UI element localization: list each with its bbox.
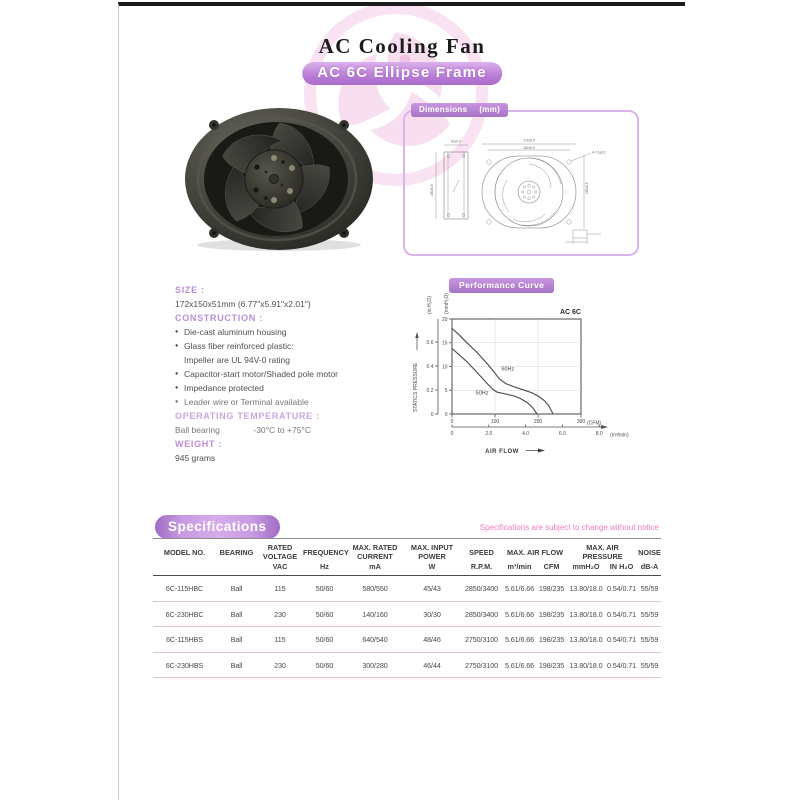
- product-specs-text: [175, 283, 417, 465]
- y-axis-title: STATICS PRESSURE: [413, 362, 419, 412]
- table-row: [153, 627, 661, 653]
- col-pressure: MAX. AIR PRESSURE: [582, 543, 623, 562]
- dimensions-banner-unit: (mm): [479, 105, 501, 114]
- table-cell: 55/59: [638, 627, 661, 653]
- size-heading: SIZE :: [175, 285, 205, 295]
- table-cell: 55/59: [638, 601, 661, 627]
- temperature-range: -30°C to +75°C: [253, 425, 311, 435]
- cfm-tick-label: 200: [533, 419, 543, 425]
- col-noise: NOISE: [638, 547, 661, 557]
- table-row: [153, 652, 661, 678]
- table-cell: 50/60: [303, 576, 346, 602]
- table-cell: Ball: [216, 652, 257, 678]
- dim-label: 150±0.5: [585, 182, 589, 194]
- inh2o-tick-label: 0.4: [426, 363, 434, 370]
- table-cell: Ball: [216, 601, 257, 627]
- table-cell: 6C-230HBC: [153, 601, 216, 627]
- construction-item: Impeller are UL 94V-0 rating: [184, 355, 290, 365]
- table-cell: 46/44: [404, 652, 460, 678]
- cfm-tick-label: 0: [450, 419, 454, 425]
- unit-cell: mmH₂O: [567, 561, 605, 576]
- m3min-tick-label: 4.0: [522, 431, 530, 437]
- mmh2o-tick-label: 20: [441, 316, 448, 323]
- header-group-row: [153, 539, 661, 562]
- table-cell: 230: [257, 601, 303, 627]
- col-voltage: RATED VOLTAGE: [262, 543, 298, 562]
- table-cell: 2750/3100: [460, 652, 503, 678]
- dimensions-banner: [411, 103, 508, 117]
- inh2o-tick-label: 0: [430, 411, 434, 418]
- weight-value: 945 grams: [175, 453, 216, 463]
- table-cell: 45/43: [404, 576, 460, 602]
- table-cell: 640/540: [346, 627, 404, 653]
- table-cell: 50/60: [303, 601, 346, 627]
- table-cell: 0.54/0.71: [605, 627, 638, 653]
- table-header: [153, 539, 661, 576]
- dim-label: 172±0.5: [523, 138, 535, 143]
- table-cell: Ball: [216, 576, 257, 602]
- construction-list: [175, 325, 417, 409]
- table-cell: 13.80/18.0: [567, 652, 605, 678]
- chart-model-label: AC 6C: [559, 309, 581, 316]
- table-cell: 6C-230HBS: [153, 652, 216, 678]
- table-row: [153, 601, 661, 627]
- table-cell: 198/235: [536, 652, 567, 678]
- bearing-type: Ball bearing: [175, 425, 220, 435]
- dimensions-banner-label: Dimensions: [419, 105, 468, 114]
- unit-cell: CFM: [536, 561, 567, 576]
- table-cell: 580/550: [346, 576, 404, 602]
- table-cell: 115: [257, 576, 303, 602]
- table-cell: 5.61/6.66: [503, 601, 536, 627]
- unit-cell: VAC: [257, 561, 303, 576]
- table-cell: 6C-115HBS: [153, 627, 216, 653]
- dim-label: 51±0.5: [451, 139, 461, 144]
- size-value: 172x150x51mm (6.77"x5.91"x2.01"): [175, 299, 311, 309]
- mmh2o-unit-label: (mmH₂O): [444, 292, 450, 314]
- series-badge: AC 6C Ellipse Frame: [302, 62, 502, 85]
- page-title: AC Cooling Fan: [318, 34, 486, 58]
- table-cell: 50/60: [303, 652, 346, 678]
- inh2o-tick-label: 0.2: [426, 387, 434, 394]
- table-cell: 140/160: [346, 601, 404, 627]
- dimensions-box: [403, 110, 639, 256]
- table-cell: 55/59: [638, 576, 661, 602]
- m3min-tick-label: 6.0: [558, 431, 566, 437]
- col-airflow: MAX. AIR FLOW: [506, 547, 564, 557]
- construction-item: ● Die-cast aluminum housing: [175, 327, 287, 337]
- mmh2o-tick-label: 0: [444, 411, 448, 418]
- cfm-unit-label: (CFM): [587, 420, 602, 427]
- table-cell: 13.80/18.0: [567, 601, 605, 627]
- col-current: MAX. RATED CURRENT: [352, 543, 398, 562]
- header-units-row: [153, 561, 661, 576]
- table-cell: Ball: [216, 627, 257, 653]
- weight-heading: WEIGHT :: [175, 439, 223, 449]
- mmh2o-tick-label: 15: [441, 340, 448, 347]
- mmh2o-tick-label: 5: [444, 388, 448, 395]
- unit-cell: [153, 561, 216, 576]
- construction-item: ● Leader wire or Terminal available: [175, 397, 309, 407]
- col-power: MAX. INPUT POWER: [410, 543, 454, 562]
- mmh2o-tick-label: 10: [441, 364, 448, 371]
- dim-label: 4-7.2±0.2: [592, 150, 606, 155]
- unit-cell: [216, 561, 257, 576]
- unit-cell: Hz: [303, 561, 346, 576]
- table-row: [153, 576, 661, 602]
- dim-label: 162±0.5: [523, 145, 535, 150]
- table-cell: 300/280: [346, 652, 404, 678]
- curve-name-label: 60Hz: [501, 366, 515, 373]
- table-cell: 2850/3400: [460, 601, 503, 627]
- table-cell: 5.61/6.66: [503, 652, 536, 678]
- col-speed: SPEED: [469, 547, 494, 557]
- performance-curve-chart: [404, 272, 644, 468]
- performance-curve-banner: Performance Curve: [449, 278, 554, 293]
- curve-name-label: 50Hz: [475, 390, 489, 397]
- table-cell: 0.54/0.71: [605, 601, 638, 627]
- construction-heading: CONSTRUCTION :: [175, 313, 263, 323]
- spec-table-body: [153, 576, 661, 678]
- dim-label: 150±0.5: [430, 184, 434, 196]
- table-cell: 30/30: [404, 601, 460, 627]
- col-bearing: BEARING: [219, 547, 254, 557]
- table-cell: 115: [257, 627, 303, 653]
- table-cell: 198/235: [536, 627, 567, 653]
- construction-item: ● Glass fiber reinforced plastic:: [175, 341, 294, 351]
- operating-heading: OPERATING TEMPERATURE :: [175, 411, 320, 421]
- table-cell: 5.61/6.66: [503, 576, 536, 602]
- table-cell: 2850/3400: [460, 576, 503, 602]
- unit-cell: R.P.M.: [460, 561, 503, 576]
- datasheet-page: [118, 2, 685, 800]
- table-cell: 13.80/18.0: [567, 576, 605, 602]
- unit-cell: dB-A: [638, 561, 661, 576]
- m3min-tick-label: 8.0: [595, 431, 603, 437]
- construction-item: ● Impedance protected: [175, 383, 264, 393]
- table-cell: 5.61/6.66: [503, 627, 536, 653]
- col-frequency: FREQUENCY: [303, 547, 349, 557]
- table-cell: 2750/3100: [460, 627, 503, 653]
- m3min-unit-label: (m³/min): [610, 432, 629, 439]
- unit-cell: IN H₂O: [605, 561, 638, 576]
- cfm-tick-label: 300: [576, 419, 586, 425]
- m3min-tick-label: 0: [450, 431, 454, 437]
- cfm-tick-label: 100: [490, 419, 500, 425]
- specifications-note: Specifications are subject to change without notice: [479, 523, 659, 532]
- curve-50Hz: [452, 349, 537, 415]
- table-cell: 6C-115HBC: [153, 576, 216, 602]
- unit-cell: W: [404, 561, 460, 576]
- unit-cell: mA: [346, 561, 404, 576]
- inh2o-unit-label: (in H₂O): [427, 295, 433, 314]
- fan-product-photo: [182, 106, 378, 254]
- table-cell: 230: [257, 652, 303, 678]
- x-axis-title: AIR FLOW: [485, 449, 519, 455]
- specifications-table: [153, 538, 661, 678]
- table-cell: 55/59: [638, 652, 661, 678]
- table-cell: 13.80/18.0: [567, 627, 605, 653]
- operating-line: [175, 423, 417, 437]
- col-model: MODEL NO.: [163, 547, 206, 557]
- specifications-banner: Specifications: [155, 515, 280, 539]
- table-cell: 50/60: [303, 627, 346, 653]
- table-cell: 48/46: [404, 627, 460, 653]
- dimensions-drawing: [405, 112, 633, 250]
- table-cell: 0.54/0.71: [605, 576, 638, 602]
- unit-cell: m³/min: [503, 561, 536, 576]
- m3min-tick-label: 2.0: [485, 431, 493, 437]
- construction-item: ● Capacitor-start motor/Shaded pole motor: [175, 369, 339, 379]
- table-cell: 198/235: [536, 576, 567, 602]
- table-cell: 0.54/0.71: [605, 652, 638, 678]
- inh2o-tick-label: 0.6: [426, 339, 434, 346]
- table-cell: 198/235: [536, 601, 567, 627]
